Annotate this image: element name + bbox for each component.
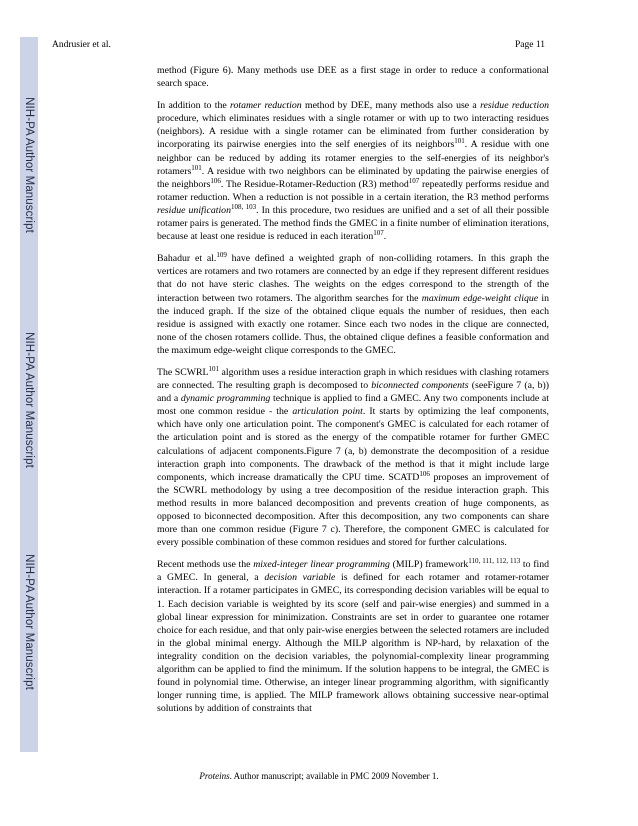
body-paragraph xyxy=(157,366,549,549)
citation-ref: 110, 111, 112, 113 xyxy=(468,557,521,566)
citation-ref: 107 xyxy=(408,176,420,185)
text-run: method (Figure 6). Many methods use DEE as a first stage in order to reduce a conformational search space. xyxy=(157,65,549,90)
text-run: method by DEE, many methods also use a xyxy=(301,100,481,112)
footer-journal: Proteins xyxy=(199,771,230,781)
text-run: technique is applied to find a GMEC. Any two components include at most one common residue - the xyxy=(157,393,549,418)
text-run: repeatedly performs residue and rotamer reduction. When a reduction is not possible in a certain iteration, the R3 method performs xyxy=(157,178,549,203)
text-run: Recent methods use the xyxy=(157,559,254,571)
text-run: (seeFigure 7 (a, b)) and a xyxy=(157,380,550,405)
italic-term: residue reduction xyxy=(480,100,550,112)
page-number: Page 11 xyxy=(515,40,545,50)
citation-ref: 106 xyxy=(419,469,430,478)
citation-ref: 101 xyxy=(191,163,202,172)
citation-ref: 108, 103 xyxy=(230,202,257,211)
running-header-authors: Andrusier et al. xyxy=(52,40,111,50)
text-run: procedure, which eliminates residues with a single rotamer or with up to two interacting residues (neighbors). A residue with a single rotamer can be eliminated from further consideration by incorporating its pairwise energies into the self energies of its neighbors xyxy=(157,113,549,151)
citation-ref: 107 xyxy=(373,229,384,238)
citation-ref: 101 xyxy=(454,137,465,146)
text-run: in the induced graph. If the size of the obtained clique equals the number of residues, then each residue is assigned with exactly one rotamer. Since each two nodes in the clique are connected, none of the chosen rotamers collide. Thus, the obtained clique defines a feasible conformation and the maximum edge-weight clique corresponds to the GMEC. xyxy=(157,292,549,356)
page-footer xyxy=(0,771,638,781)
citation-ref: 106 xyxy=(210,176,221,185)
italic-term: mixed-integer linear programming xyxy=(253,559,390,571)
text-run: In addition to the xyxy=(157,100,230,112)
italic-term: residue unification xyxy=(157,204,231,216)
italic-term: biconnected components xyxy=(371,380,469,392)
text-run: (MILP) framework xyxy=(389,559,469,571)
body-paragraph xyxy=(157,252,549,357)
text-run: The SCWRL xyxy=(157,366,209,378)
body-paragraph xyxy=(157,558,549,715)
citation-ref: 109 xyxy=(216,251,227,260)
text-run: . It starts by optimizing the leaf components, which have only one articulation point. The component's GMEC is calculated for each rotamer of the articulation point and is stored as the energy of the compatible rotamer for further GMEC calculations of adjacent components.Figure 7 (a, b) demonstrate the decomposition of a residue interaction graph into components. The drawback of the method is that it might include large components, which increase dramatically the CPU time. SCATD xyxy=(157,406,550,483)
text-run: . The Residue-Rotamer-Reduction (R3) method xyxy=(220,178,409,190)
text-run: is defined for each rotamer and rotamer-rotamer interaction. If a rotamer participates in GMEC, its corresponding decision variables will be equal to 1. Each decision variable is weighted by its score (self and pair-wise energies) and summed in a global linear expression for minimization. Constraints are set in order to guarantee one rotamer choice for each residue, and that only pair-wise energies between the selected rotamers are included in the global minimal energy. Although the MILP algorithm is NP-hard, by relaxation of the integrality condition on the decision variables, the polynomial-complexity linear programming algorithm can be applied to find the minimum. If the solution happens to be integral, the GMEC is found in polynomial time. Otherwise, an integer linear programming algorithm, with significantly longer running time, is applied. The MILP framework allows obtaining successive near-optimal solutions by addition of constraints that xyxy=(157,572,549,715)
text-run: Bahadur et al. xyxy=(157,253,217,265)
body-paragraph xyxy=(157,64,549,90)
italic-term: rotamer reduction xyxy=(230,100,302,112)
text-run: have defined a weighted graph of non-colliding rotamers. In this graph the vertices are rotamers and two rotamers are connected by an edge if they represent different residues that do not have steric clashes. The weights on the edges correspond to the strength of the interaction between two rotamers. The algorithm searches for the xyxy=(157,253,549,304)
text-run: . A residue with two neighbors can be eliminated by updating the pairwise energies of the neighbors xyxy=(157,165,549,190)
footer-note: . Author manuscript; available in PMC 2009 November 1. xyxy=(229,771,439,781)
citation-ref: 101 xyxy=(208,364,219,373)
text-run: . xyxy=(383,231,387,243)
text-run: to find a GMEC. In general, a xyxy=(157,559,550,584)
italic-term: maximum edge-weight clique xyxy=(421,292,539,304)
article-body xyxy=(157,64,549,724)
text-run: . A residue with one neighbor can be reduced by adding its rotamer energies to the self-energies of its neighbor's rotamers xyxy=(157,139,549,177)
text-run: algorithm uses a residue interaction graph in which residues with clashing rotamers are connected. The resulting graph is decomposed to xyxy=(157,366,549,392)
body-paragraph xyxy=(157,99,549,243)
text-run: . In this procedure, two residues are unified and a set of all their possible rotamer pairs is generated. The method finds the GMEC in a finite number of elimination iterations, because at least one residue is reduced in each iteration xyxy=(157,204,550,243)
text-run: proposes an improvement of the SCWRL methodology by using a tree decomposition of the residue interaction graph. This method results in more balanced decomposition and prevents creation of huge components, as opposed to biconnected decomposition. After this decomposition, any two components can share more than one common residue (Figure 7 c). Therefore, the component GMEC is calculated for every possible combination of these common residues and stored for further calculations. xyxy=(157,471,549,549)
italic-term: articulation point xyxy=(292,406,363,418)
italic-term: decision variable xyxy=(264,572,336,584)
italic-term: dynamic programming xyxy=(180,393,271,405)
